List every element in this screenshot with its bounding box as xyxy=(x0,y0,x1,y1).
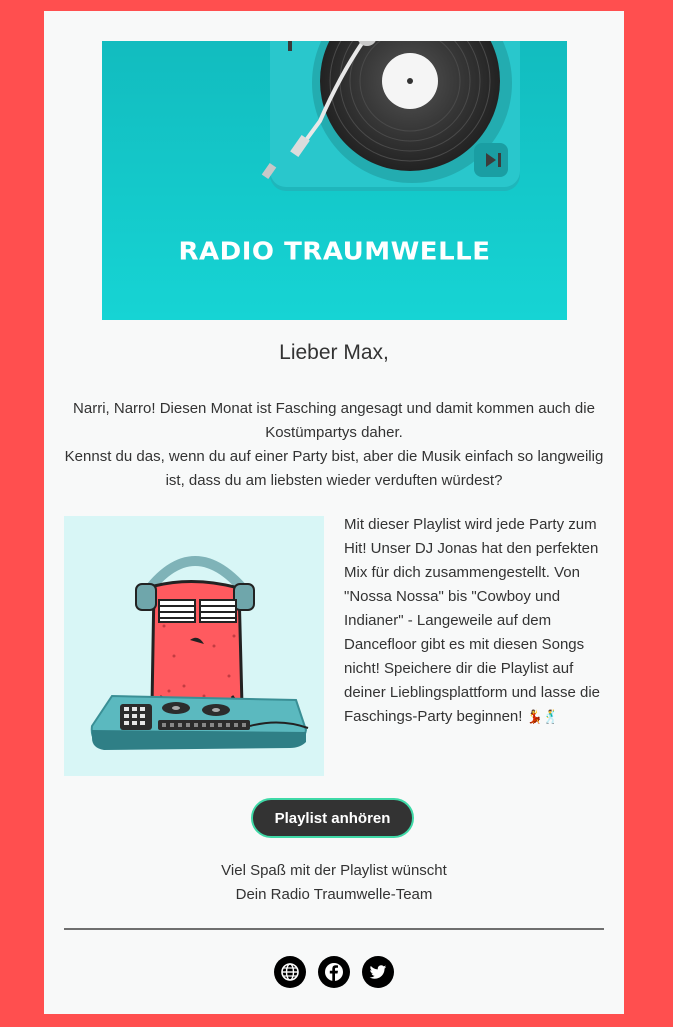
turntable-illustration xyxy=(102,41,567,320)
social-links xyxy=(44,956,624,988)
facebook-icon[interactable] xyxy=(318,956,350,988)
divider xyxy=(64,928,604,930)
dj-mascot-image xyxy=(64,516,324,776)
closing-line-2: Dein Radio Traumwelle-Team xyxy=(235,886,433,903)
playlist-description xyxy=(344,513,609,730)
twitter-icon[interactable] xyxy=(362,956,394,988)
playlist-button[interactable]: Playlist anhören xyxy=(251,798,414,838)
intro-text xyxy=(64,397,604,493)
dancing-emoji: 💃🕺 xyxy=(526,710,559,725)
intro-paragraph-2: Kennst du das, wenn du auf einer Party bist, aber die Musik einfach so langweilig ist, dass du am liebsten wieder verduften würdest? xyxy=(64,448,604,489)
hero-title: RADIO TRAUMWELLE xyxy=(178,237,491,267)
globe-icon[interactable] xyxy=(274,956,306,988)
greeting: Lieber Max, xyxy=(279,341,389,364)
hero-banner xyxy=(102,41,567,320)
closing-text xyxy=(44,859,624,907)
closing-line-1: Viel Spaß mit der Playlist wünscht xyxy=(221,862,447,879)
email-card xyxy=(44,11,624,1014)
playlist-description-text: Mit dieser Playlist wird jede Party zum Hit! Unser DJ Jonas hat den perfekten Mix für dich zusammengestellt. Von "Nossa Nossa" bis "Cowboy und Indianer" - Langeweile auf dem Dancefloor gibt es mit diesen Songs nicht! Speichere dir die Playlist auf deiner Lieblingsplattform und lasse die Faschings-Party beginnen! xyxy=(344,516,600,725)
intro-paragraph-1: Narri, Narro! Diesen Monat ist Fasching angesagt und damit kommen auch die Kostümpartys daher. xyxy=(73,400,595,441)
